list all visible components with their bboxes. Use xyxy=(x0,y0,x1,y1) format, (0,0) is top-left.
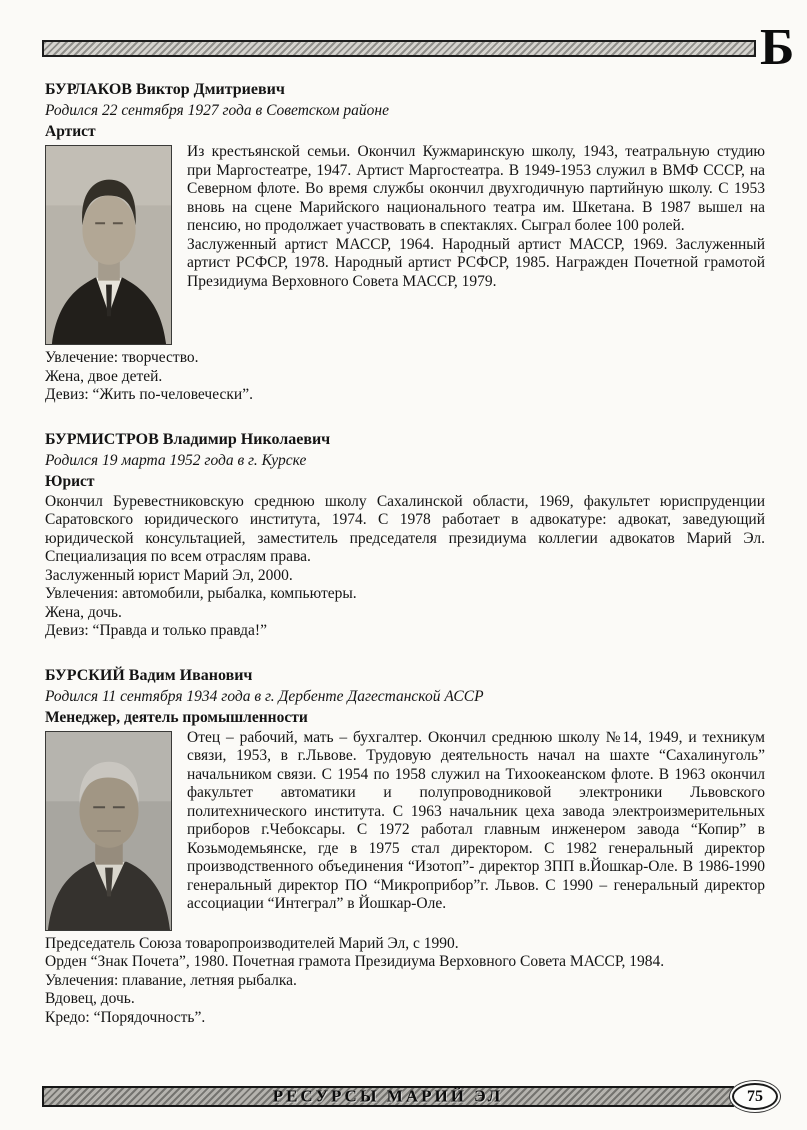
bio-hobby-line: Увлечение: творчество. xyxy=(45,349,199,366)
bio-paragraph: Заслуженный артист МАССР, 1964. Народный артист МАССР, 1969. Заслуженный артист РСФСР, 1978. Народный артист РСФСР, 1985. Награжден Почетной грамотой Президиума Верховного Совета МАССР, 1979. xyxy=(187,235,765,290)
section-letter: Б xyxy=(760,19,795,76)
bio-entry-burmistrov xyxy=(45,430,765,641)
page-number: 75 xyxy=(747,1087,763,1105)
bio-entry-burlakov xyxy=(45,80,765,405)
portrait-illustration xyxy=(46,146,171,344)
bio-family-line: Вдовец, дочь. xyxy=(45,990,135,1007)
bio-motto-line: Девиз: “Жить по-человечески”. xyxy=(45,386,253,403)
entry-name: БУРЛАКОВ Виктор Дмитриевич xyxy=(45,81,285,98)
bio-paragraph: Окончил Буревестниковскую среднюю школу Сахалинской области, 1969, факультет юриспруденции Саратовского юридического института, 1974. С 1978 работает в адвокатуре: адвокат, заведующий юридической консультацией, заместитель председателя президиума коллегии адвокатов Марий Эл. Специализация по всем отраслям права. xyxy=(45,492,765,565)
bio-position-line: Председатель Союза товаропроизводителей Марий Эл, с 1990. xyxy=(45,934,459,952)
page-footer xyxy=(42,1082,778,1112)
bio-honors-line: Орден “Знак Почета”, 1980. Почетная грамота Президиума Верховного Совета МАССР, 1984. xyxy=(45,953,665,970)
bio-honors-line: Заслуженный юрист Марий Эл, 2000. xyxy=(45,566,293,584)
bio-entry-bursky xyxy=(45,666,765,1028)
entry-profession: Юрист xyxy=(45,472,95,490)
entry-born-line: Родился 11 сентября 1934 года в г. Дербенте Дагестанской АССР xyxy=(45,687,484,705)
entry-profession: Менеджер, деятель промышленности xyxy=(45,708,308,726)
bio-paragraph: Из крестьянской семьи. Окончил Кужмаринскую школу, 1943, театральную студию при Маргостеатре, 1947. Артист Маргостеатра. В 1949-1953 служил в ВМФ СССР, на Северном флоте. Во время службы окончил двухгодичную партийную школу. С 1953 вновь на сцене Марийского национального театра им. Шкетана. В 1987 вышел на пенсию, но продолжает участвовать в спектаклях. Сыграл более 100 ролей. xyxy=(187,143,765,234)
page-number-badge xyxy=(732,1083,778,1110)
entry-name: БУРМИСТРОВ Владимир Николаевич xyxy=(45,430,331,448)
portrait-photo-burlakov xyxy=(45,145,172,345)
bio-hobby-line: Увлечения: автомобили, рыбалка, компьютеры. xyxy=(45,585,357,602)
footer-title: РЕСУРСЫ МАРИЙ ЭЛ xyxy=(272,1086,504,1106)
bio-motto-line: Девиз: “Правда и только правда!” xyxy=(45,622,267,639)
footer-hatched-rule xyxy=(42,1086,734,1107)
entry-name: БУРСКИЙ Вадим Иванович xyxy=(45,666,253,684)
entry-body xyxy=(45,729,765,1028)
entry-profession: Артист xyxy=(45,123,96,140)
entry-body xyxy=(45,493,765,641)
bio-family-line: Жена, двое детей. xyxy=(45,367,163,385)
bio-hobby-line: Увлечения: плавание, летняя рыбалка. xyxy=(45,971,297,989)
bio-family-line: Жена, дочь. xyxy=(45,603,122,621)
entry-born-line: Родился 19 марта 1952 года в г. Курске xyxy=(45,451,307,469)
bio-paragraph: Отец – рабочий, мать – бухгалтер. Окончил среднюю школу №14, 1949, и техникум связи, 1953, в г.Львове. Трудовую деятельность начал на шахте “Сахалинуголь” начальником связи. С 1954 по 1958 служил на Тихоокеанском флоте. В 1963 окончил факультет автоматики и полупроводниковой электроники Львовского политехнического института. С 1963 начальник цеха завода электроизмерительных приборов г.Чебоксары. С 1972 работал главным инженером завода “Копир” в Козьмодемьянске, где в 1975 стал директором. С 1982 генеральный директор производственного объединения “Изотоп”- директор ЗПП в.Йошкар-Оле. В 1986-1990 генеральный директор ПО “Микроприбор”г. Львов. С 1990 – генеральный директор ассоциации “Интеграл” в Йошкар-Оле. xyxy=(187,728,765,912)
entry-body xyxy=(45,143,765,405)
portrait-photo-bursky xyxy=(45,731,172,931)
page-content xyxy=(45,80,765,1027)
entry-born-line: Родился 22 сентября 1927 года в Советском районе xyxy=(45,102,389,119)
header-hatched-rule xyxy=(42,40,756,57)
bio-motto-line: Кредо: “Порядочность”. xyxy=(45,1008,206,1026)
portrait-illustration xyxy=(46,732,171,930)
